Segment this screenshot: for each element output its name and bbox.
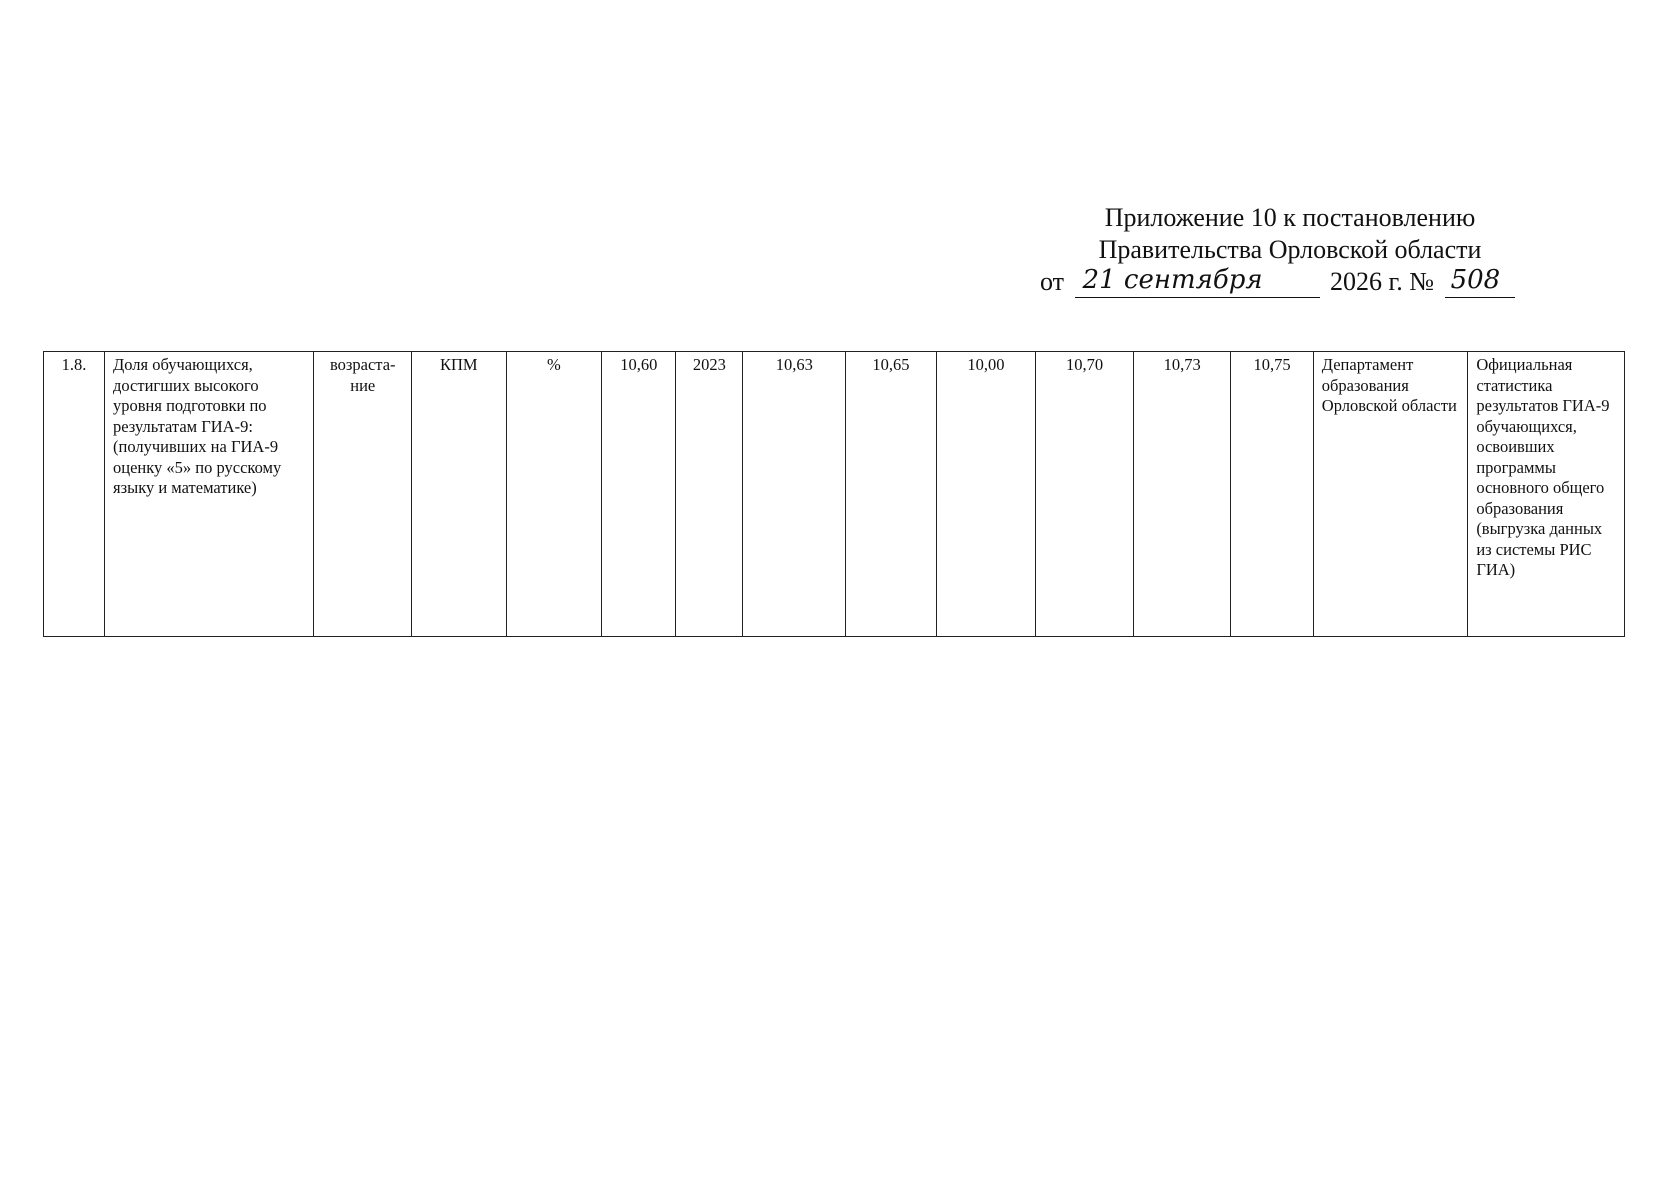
cell-value-2: 10,65 [846,352,936,637]
cell-trend: возраста-ние [314,352,412,637]
cell-unit: % [506,352,602,637]
cell-value-3: 10,00 [936,352,1036,637]
appendix-title: Приложение 10 к постановлению [1104,203,1476,232]
handwritten-date: 21 сентября [1082,265,1263,295]
year-number-label: 2026 г. № [1330,267,1435,296]
from-prefix: от [1040,267,1065,296]
cell-value-5: 10,73 [1133,352,1231,637]
indicators-table [43,351,1625,637]
cell-value-4: 10,70 [1036,352,1134,637]
date-field [1075,267,1320,298]
table-row [44,352,1625,637]
cell-indicator-type: КПМ [412,352,507,637]
cell-value-6: 10,75 [1231,352,1313,637]
cell-number: 1.8. [44,352,105,637]
handwritten-number: 508 [1450,265,1501,295]
cell-base-year: 2023 [676,352,743,637]
cell-responsible: Департамент образования Орловской области [1313,352,1468,637]
appendix-authority: Правительства Орловской области [1098,235,1482,264]
cell-value-1: 10,63 [743,352,846,637]
cell-indicator-name: Доля обучающихся, достигших высокого уровня подготовки по результатам ГИА-9: (получивших на ГИА-9 оценку «5» по русскому языку и математике) [105,352,314,637]
appendix-header [1040,202,1540,298]
cell-data-source: Официальная статистика результатов ГИА-9 обучающихся, освоивших программы основного общего образования (выгрузка данных из системы РИС ГИА) [1468,352,1625,637]
cell-base-value: 10,60 [602,352,676,637]
number-field [1445,267,1515,298]
appendix-date-line [1040,266,1540,298]
